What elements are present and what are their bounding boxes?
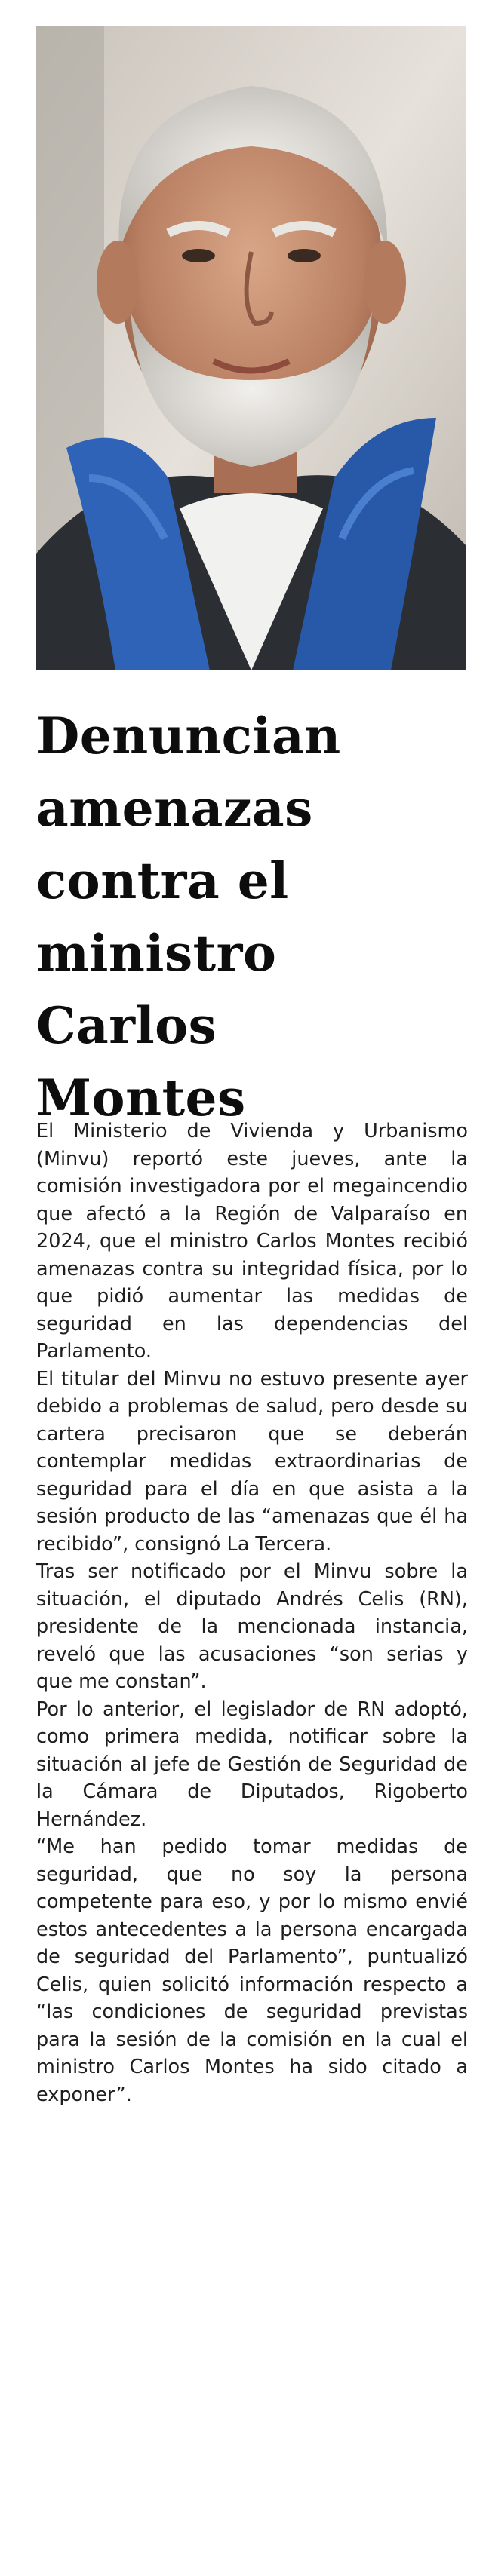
paragraph: El Ministerio de Vivienda y Urbanismo (Minvu) reportó este jueves, ante la comisión investigadora por el megaincendio que afectó a la Región de Valparaíso en 2024, que el ministro Carlos Montes recibió amenazas contra su integridad física, por lo que pidió aumentar las medidas de seguridad en las dependencias del Parlamento.	[36, 1120, 468, 1363]
paragraph: Por lo anterior, el legislador de RN adoptó, como primera medida, notificar sobre la situación al jefe de Gestión de Seguridad de la Cámara de Diputados, Rigoberto Hernández.	[36, 1697, 468, 1831]
paragraph: Tras ser notificado por el Minvu sobre la situación, el diputado Andrés Celis (RN), presidente de la mencionada instancia, reveló que las acusaciones “son serias y que me constan”.	[36, 1560, 468, 1693]
headline-line: Denuncian	[36, 707, 341, 765]
headline-line: ministro	[36, 924, 277, 983]
paragraph: “Me han pedido tomar medidas de seguridad, que no soy la persona competente para eso, y por lo mismo envié estos antecedentes a la persona encargada de seguridad del Parlamento”, puntualizó Celis, quien solicitó información respecto a “las condiciones de seguridad previstas para la sesión de la comisión en la cual el ministro Carlos Montes ha sido citado a exponer”.	[36, 1835, 468, 2106]
headline-line: Carlos	[36, 996, 217, 1055]
paragraph: El titular del Minvu no estuvo presente ayer debido a problemas de salud, pero desde su cartera precisaron que se deberán contemplar medidas extraordinarias de seguridad para el día en que asista a la sesión producto de las “amenazas que él ha recibido”, consignó La Tercera.	[36, 1367, 468, 1556]
headline	[36, 700, 466, 1134]
article-photo	[36, 26, 466, 670]
headline-line: amenazas	[36, 779, 313, 838]
article-body	[36, 1118, 468, 2108]
headline-line: Montes	[36, 1069, 246, 1127]
headline-line: contra el	[36, 851, 289, 910]
